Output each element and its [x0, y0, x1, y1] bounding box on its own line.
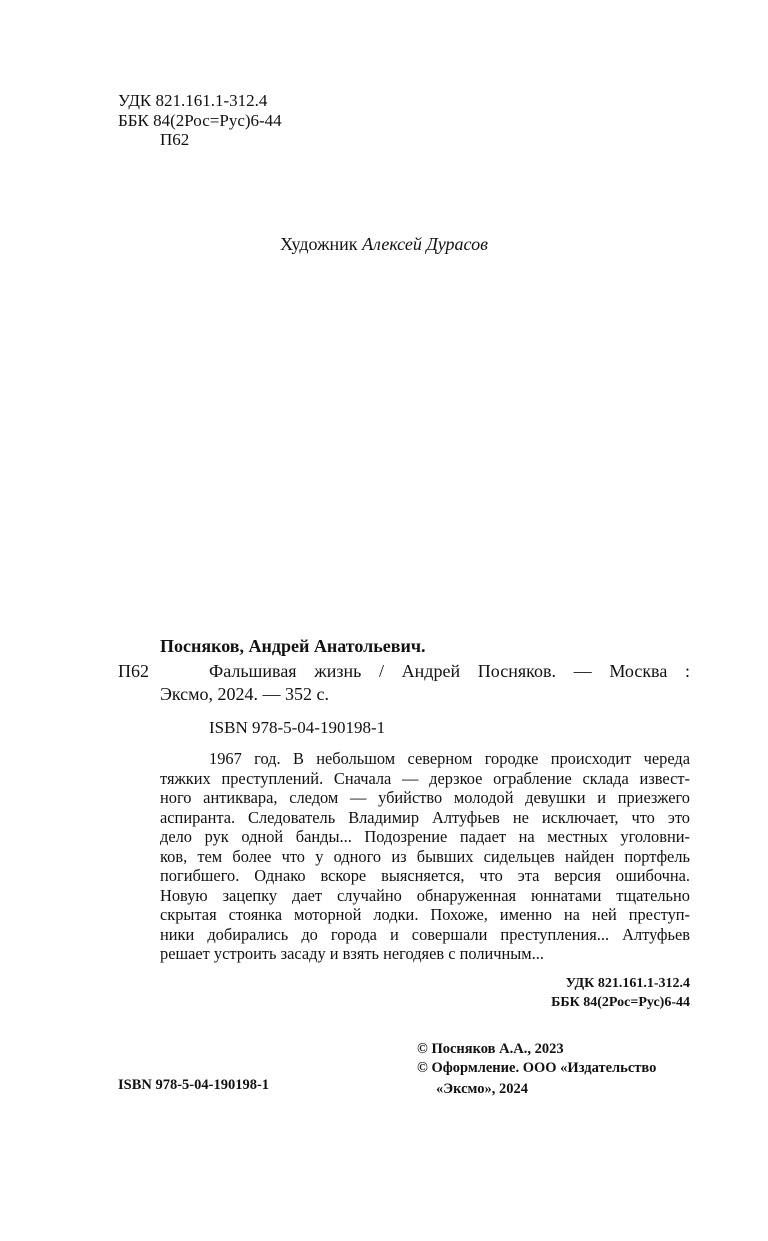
footer-bbk-code: ББК 84(2Рос=Рус)6-44	[551, 995, 690, 1010]
annotation-line: Новую зацепку дает случайно обнаруженная юннатами тщательно	[160, 885, 690, 905]
copyright-design-line-1: © Оформление. ООО «Издательство	[417, 1060, 657, 1076]
copyright-design-line-2: «Эксмо», 2024	[436, 1081, 528, 1097]
footer-isbn: ISBN 978-5-04-190198-1	[118, 1077, 270, 1093]
copyright-author: © Посняков А.А., 2023	[417, 1041, 564, 1057]
annotation-line: дело рук одной банды... Подозрение падает на местных уголовни-	[160, 827, 690, 846]
catalog-isbn: ISBN 978-5-04-190198-1	[209, 718, 386, 737]
author-sign: П62	[160, 130, 190, 149]
artist-name: Алексей Дурасов	[362, 234, 488, 254]
bibliographic-description-line-2: Эксмо, 2024. — 352 с.	[160, 684, 330, 704]
annotation-line: ного антиквара, следом — убийство молодой девушки и приезжего	[160, 788, 690, 807]
bibliographic-description-line-1: Фальшивая жизнь / Андрей Посняков. — Москва :	[209, 661, 690, 681]
annotation-line: скрытая стоянка моторной лодки. Похоже, именно на ней преступ-	[160, 905, 690, 924]
book-annotation	[160, 749, 690, 964]
annotation-line: ники добирались до города и совершали преступления... Алтуфьев	[160, 924, 690, 944]
bbk-code: ББК 84(2Рос=Рус)6-44	[118, 111, 282, 130]
annotation-line: ков, тем более что у одного из бывших сидельцев найден портфель	[160, 846, 690, 866]
catalog-author-sign: П62	[118, 661, 149, 681]
artist-credit	[0, 234, 768, 254]
catalog-author-heading: Посняков, Андрей Анатольевич.	[160, 636, 426, 656]
artist-label: Художник	[280, 234, 358, 254]
annotation-line: решает устроить засаду и взять негодяев с поличным...	[160, 944, 544, 963]
footer-udk-code: УДК 821.161.1-312.4	[565, 976, 690, 991]
udk-code: УДК 821.161.1-312.4	[118, 91, 268, 110]
annotation-line: тяжких преступлений. Сначала — дерзкое ограбление склада извест-	[160, 768, 690, 788]
annotation-line: аспиранта. Следователь Владимир Алтуфьев не исключает, что это	[160, 807, 690, 827]
annotation-line: погибшего. Однако вскоре выясняется, что эта версия ошибочна.	[160, 866, 690, 885]
annotation-line: 1967 год. В небольшом северном городке происходит череда	[209, 749, 690, 768]
